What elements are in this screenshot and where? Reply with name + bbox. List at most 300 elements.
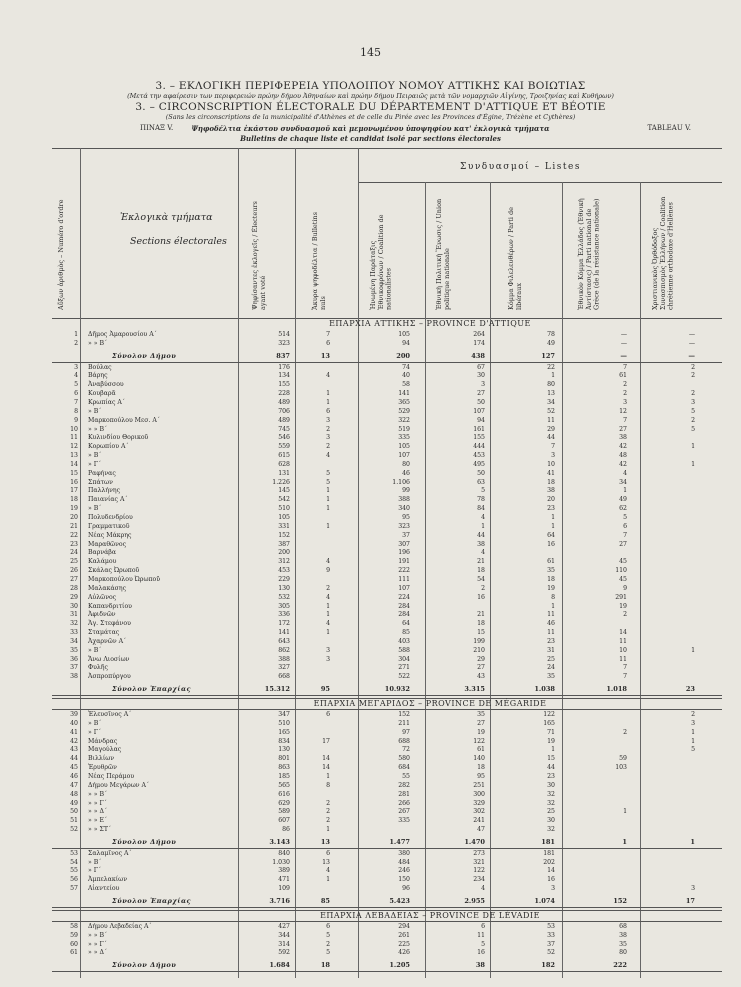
cell-v1: 55	[402, 772, 410, 780]
cell-elec: 629	[278, 799, 290, 807]
cell-name: Βαρνάβα	[88, 549, 117, 557]
cell-name: Μαρκοπούλου Μεσ. Α΄	[88, 416, 160, 424]
cell-v4: 7	[623, 416, 627, 424]
cell-no: 17	[70, 487, 78, 495]
cell-v2: 16	[477, 593, 485, 601]
cell-v4: 45	[619, 575, 627, 583]
table-label-greek: ΠΙΝΑΞ V.	[140, 124, 174, 132]
cell-v2: 161	[473, 425, 485, 433]
cell-elec: 155	[278, 381, 290, 389]
cell-name: Βάρης	[88, 372, 108, 380]
cell-v3: 29	[547, 425, 555, 433]
table-row	[0, 461, 741, 470]
table-row	[0, 496, 741, 505]
cell-null: 1	[326, 826, 330, 834]
cell-v2: 140	[473, 755, 485, 763]
cell-v1: 150	[398, 876, 410, 884]
header-electors: Ψηφίσαντες ἐκλογεῖς / Électeurs ayant voté	[251, 201, 267, 310]
cell-name: Αἰαντείου	[88, 885, 120, 893]
subtitle-greek: (Μετά την αφαίρεσιν των περιφερειών πρώην δήμου Ἀθηναίων καὶ πρώην δήμου Πειραιῶς μετὰ τῶν νομαρχιῶν Αἰγίνης, Τροιζηνίας καὶ Κυθήρων)	[127, 92, 614, 100]
title-french: 3. – CIRCONSCRIPTION ÉLECTORALE DU DÉPARTEMENT D'ATTIQUE ET BÉOTIE	[135, 101, 606, 113]
table-row	[0, 808, 741, 817]
table-row	[0, 791, 741, 800]
header-list-3: Κόμμα Φιλελευθέρων / Parti de libéraux	[507, 207, 523, 310]
table-row	[0, 764, 741, 773]
cell-v2: 11	[477, 931, 485, 939]
header-list-5: Χριστιανικὸς Ὀρθόδοξος Συνασπισμὸς Ἑλλήνων / Coalition chrétienne orthodoxe d'Hellènes	[651, 196, 675, 310]
cell-elec: 172	[278, 620, 290, 628]
cell-v3: 1.038	[534, 685, 555, 694]
cell-name: Σύνολον Ἐπαρχίας	[112, 897, 192, 905]
cell-name: Δήμου Μεγάρων Α΄	[88, 781, 150, 789]
cell-v1: 267	[398, 808, 410, 816]
cell-name: Μαγούλας	[88, 746, 122, 754]
cell-name: » » Δ΄	[88, 949, 108, 957]
cell-null: 4	[326, 558, 330, 566]
cell-v3: 24	[547, 664, 555, 672]
cell-elec: 862	[278, 646, 290, 654]
cell-v4: 35	[619, 940, 627, 948]
section-rule	[52, 709, 722, 710]
cell-name: Σκάλας Ὠρωποῦ	[88, 567, 140, 575]
cell-name: » Γ΄	[88, 867, 102, 875]
cell-name: » » Β΄	[88, 425, 108, 433]
cell-no: 9	[74, 416, 78, 424]
cell-elec: 131	[278, 469, 290, 477]
cell-name: Σύνολον Δήμου	[112, 961, 177, 970]
cell-name: Ἐλευσῖνος Α΄	[88, 711, 132, 718]
cell-v2: 35	[477, 711, 485, 718]
cell-v2: 273	[473, 849, 485, 857]
cell-v1: 246	[398, 867, 410, 875]
cell-v4: 2	[623, 728, 627, 736]
cell-v4: 80	[619, 949, 627, 957]
table-label-french: TABLEAU V.	[647, 124, 691, 132]
total-row	[0, 685, 741, 694]
cell-elec: 592	[278, 949, 290, 957]
cell-v1: 403	[398, 637, 410, 645]
cell-elec: 109	[278, 885, 290, 893]
cell-v4: 3	[623, 398, 627, 406]
cell-v1: 323	[398, 522, 410, 530]
cell-v5: 1	[691, 460, 695, 468]
cell-v4: 2	[623, 390, 627, 398]
cell-name: Δήμου Λεβαδείας Α΄	[88, 922, 152, 930]
cell-v4: 7	[623, 363, 627, 371]
cell-name: Μαραθῶνος	[88, 540, 127, 548]
cell-v4: 7	[623, 531, 627, 539]
cell-null: 13	[320, 837, 330, 846]
cell-name: Ἐρυθρῶν	[88, 764, 117, 772]
cell-no: 37	[70, 664, 78, 672]
cell-no: 50	[70, 808, 78, 816]
cell-null: 2	[326, 817, 330, 825]
cell-v1: 335	[398, 817, 410, 825]
cell-v1: 580	[398, 755, 410, 763]
cell-v1: 37	[402, 531, 410, 539]
cell-no: 46	[70, 772, 78, 780]
cell-null: 1	[326, 611, 330, 619]
table-row	[0, 876, 741, 885]
cell-v3: 44	[547, 764, 555, 772]
cell-v3: 165	[543, 719, 555, 727]
cell-elec: 347	[278, 711, 290, 718]
table-row	[0, 443, 741, 452]
cell-v3: 31	[547, 646, 555, 654]
cell-v1: 72	[402, 746, 410, 754]
cell-no: 18	[70, 496, 78, 504]
cell-v1: 519	[398, 425, 410, 433]
cell-elec: 1.030	[272, 858, 290, 866]
cell-null: 2	[326, 584, 330, 592]
cell-v2: 61	[477, 746, 485, 754]
cell-elec: 229	[278, 575, 290, 583]
cell-no: 41	[70, 728, 78, 736]
cell-no: 36	[70, 655, 78, 663]
cell-v5: 1	[691, 728, 695, 736]
table-row	[0, 567, 741, 576]
cell-no: 14	[70, 460, 78, 468]
section-rule	[52, 362, 722, 363]
cell-v3: 46	[547, 620, 555, 628]
cell-null: 6	[326, 407, 330, 415]
cell-v2: 94	[477, 416, 485, 424]
cell-v4: 34	[619, 478, 627, 486]
cell-null: 3	[326, 416, 330, 424]
cell-v1: 58	[402, 381, 410, 389]
table-row	[0, 594, 741, 603]
cell-v3: 11	[547, 629, 555, 637]
cell-v5: 2	[691, 372, 695, 380]
cell-v1: 95	[402, 514, 410, 521]
cell-v1: 281	[398, 790, 410, 798]
cell-v5: 1	[691, 737, 695, 745]
cell-no: 5	[74, 381, 78, 389]
cell-name: » » Β΄	[88, 931, 108, 939]
cell-v1: 224	[398, 593, 410, 601]
cell-name: » Β΄	[88, 452, 102, 460]
cell-v4: 42	[619, 460, 627, 468]
cell-elec: 453	[278, 567, 290, 575]
cell-v2: 29	[477, 655, 485, 663]
table-row	[0, 549, 741, 558]
cell-name: » » ΣΤ΄	[88, 826, 112, 834]
cell-elec: 176	[278, 363, 290, 371]
cell-v1: 94	[402, 339, 410, 347]
cell-v1: 380	[398, 849, 410, 857]
cell-v2: 67	[477, 363, 485, 371]
cell-v5: 3	[691, 719, 695, 727]
cell-null: 13	[320, 351, 330, 360]
cell-elec: 344	[278, 931, 290, 939]
table-row	[0, 867, 741, 876]
header-list-2: Ἐθνικὴ Πολιτικὴ Ἕνωσις / Union politique nationale	[435, 198, 451, 310]
cell-no: 15	[70, 469, 78, 477]
cell-elec: 643	[278, 637, 290, 645]
cell-name: Βούλας	[88, 363, 112, 371]
cell-v1: 484	[398, 858, 410, 866]
page-number: 145	[360, 46, 381, 59]
cell-v2: 78	[477, 496, 485, 504]
cell-elec: 863	[278, 764, 290, 772]
cell-v1: 96	[402, 885, 410, 893]
cell-v3: 16	[547, 540, 555, 548]
total-row	[0, 961, 741, 970]
cell-no: 4	[74, 372, 78, 380]
cell-elec: 559	[278, 443, 290, 451]
cell-elec: 323	[278, 339, 290, 347]
cell-v4: 103	[615, 764, 627, 772]
table-row	[0, 532, 741, 541]
header-sections-greek: Ἐκλογικὰ τμήματα	[120, 212, 213, 223]
cell-name: Παιανίας Α΄	[88, 496, 128, 504]
cell-v4: 110	[615, 567, 627, 575]
cell-v2: 15	[477, 629, 485, 637]
cell-v2: 18	[477, 567, 485, 575]
cell-null: 17	[322, 737, 330, 745]
cell-null: 1	[326, 390, 330, 398]
table-row	[0, 755, 741, 764]
cell-elec: 668	[278, 673, 290, 681]
cell-v1: 322	[398, 416, 410, 424]
table-row	[0, 711, 741, 720]
cell-elec: 305	[278, 602, 290, 610]
cell-v1: 97	[402, 728, 410, 736]
cell-no: 56	[70, 876, 78, 884]
cell-v3: 1.074	[534, 897, 555, 905]
table-row	[0, 452, 741, 461]
cell-v4: —	[620, 351, 627, 360]
cell-v3: 127	[541, 351, 555, 360]
cell-v4: 7	[623, 673, 627, 681]
table-row	[0, 746, 741, 755]
table-row	[0, 850, 741, 859]
cell-v3: 80	[547, 381, 555, 389]
cell-v5: 2	[691, 390, 695, 398]
cell-name: Ἀχαρνῶν Α΄	[88, 637, 127, 645]
table-row	[0, 523, 741, 532]
cell-v3: 7	[551, 443, 555, 451]
cell-null: 5	[326, 931, 330, 939]
cell-no: 51	[70, 817, 78, 825]
cell-null: 6	[326, 922, 330, 930]
cell-v2: 199	[473, 637, 485, 645]
cell-no: 32	[70, 620, 78, 628]
cell-v4: 27	[619, 425, 627, 433]
cell-null: 3	[326, 646, 330, 654]
section-rule	[52, 695, 722, 696]
cell-no: 22	[70, 531, 78, 539]
table-row	[0, 470, 741, 479]
cell-v3: 1	[551, 746, 555, 754]
cell-no: 49	[70, 799, 78, 807]
cell-null: 5	[326, 949, 330, 957]
cell-null: 4	[326, 372, 330, 380]
table-row	[0, 372, 741, 381]
cell-elec: 834	[278, 737, 290, 745]
cell-v5: 1	[691, 646, 695, 654]
cell-v4: 49	[619, 496, 627, 504]
cell-v3: 19	[547, 737, 555, 745]
cell-v4: 68	[619, 922, 627, 930]
cell-v2: 4	[481, 514, 485, 521]
section-rule	[52, 907, 722, 908]
cell-v3: 30	[547, 817, 555, 825]
cell-null: 1	[326, 772, 330, 780]
cell-elec: 388	[278, 655, 290, 663]
cell-v1: 99	[402, 487, 410, 495]
cell-v3: 13	[547, 390, 555, 398]
table-row	[0, 390, 741, 399]
cell-v1: 74	[402, 363, 410, 371]
total-row	[0, 838, 741, 847]
cell-v4: 152	[613, 897, 627, 905]
cell-no: 34	[70, 637, 78, 645]
cell-name: Σύνολον Δήμου	[112, 351, 177, 360]
table-row	[0, 738, 741, 747]
table-row	[0, 826, 741, 835]
table-row	[0, 817, 741, 826]
cell-null: 3	[326, 434, 330, 442]
cell-name: Κουβαρᾶ	[88, 390, 116, 398]
cell-v2: 18	[477, 620, 485, 628]
cell-v3: 1	[551, 602, 555, 610]
cell-v4: 59	[619, 755, 627, 763]
cell-v1: 365	[398, 398, 410, 406]
cell-null: 8	[326, 781, 330, 789]
table-subtitle-greek: Ψηφοδέλτια ἐκάστου συνδυασμοῦ καὶ μεμονωμένου ὑποψηφίου κατ' ἐκλογικὰ τμήματα	[191, 124, 550, 133]
cell-no: 23	[70, 540, 78, 548]
cell-null: 5	[326, 469, 330, 477]
cell-v5: 23	[685, 685, 695, 694]
cell-v1: 388	[398, 496, 410, 504]
cell-elec: 837	[276, 351, 290, 360]
cell-elec: 314	[278, 940, 290, 948]
cell-name: Ἁγ. Στεφάνου	[88, 620, 131, 628]
cell-name: Ραφήνας	[88, 469, 116, 477]
cell-v4: 62	[619, 505, 627, 513]
cell-name: Βιλλίων	[88, 755, 115, 763]
table-row	[0, 720, 741, 729]
cell-null: 2	[326, 808, 330, 816]
cell-v4: 291	[615, 593, 627, 601]
cell-v1: 522	[398, 673, 410, 681]
cell-elec: 1.226	[272, 478, 290, 486]
cell-no: 26	[70, 567, 78, 575]
cell-v3: 1	[551, 372, 555, 380]
cell-name: Ἀσπροπύργου	[88, 673, 131, 681]
cell-v4: 11	[619, 637, 627, 645]
cell-v4: 5	[623, 514, 627, 521]
cell-name: Πολυδενδρίου	[88, 514, 133, 521]
cell-v5: 2	[691, 363, 695, 371]
cell-no: 54	[70, 858, 78, 866]
cell-v2: 438	[471, 351, 485, 360]
cell-v4: 9	[623, 584, 627, 592]
cell-no: 52	[70, 826, 78, 834]
table-row	[0, 364, 741, 373]
table-row	[0, 859, 741, 868]
cell-null: 1	[326, 602, 330, 610]
cell-v1: 282	[398, 781, 410, 789]
cell-v1: 211	[398, 719, 410, 727]
cell-v1: 225	[398, 940, 410, 948]
cell-v2: 50	[477, 398, 485, 406]
cell-no: 24	[70, 549, 78, 557]
cell-v4: 7	[623, 664, 627, 672]
cell-elec: 542	[278, 496, 290, 504]
cell-v5: 2	[691, 416, 695, 424]
table-row	[0, 729, 741, 738]
cell-v3: 20	[547, 496, 555, 504]
cell-elec: 801	[278, 755, 290, 763]
header-number: Αὔξων ἀριθμὸς – Numéro d'ordre	[57, 199, 65, 310]
table-row	[0, 620, 741, 629]
section-rule	[52, 971, 722, 972]
cell-elec: 589	[278, 808, 290, 816]
cell-elec: 141	[278, 629, 290, 637]
cell-v2: 241	[473, 817, 485, 825]
cell-name: Κρωπίας Α΄	[88, 398, 125, 406]
cell-no: 20	[70, 514, 78, 521]
cell-v1: 191	[398, 558, 410, 566]
cell-v2: 122	[473, 867, 485, 875]
cell-name: Καπανδριτίου	[88, 602, 132, 610]
section-title: ΕΠΑΡΧΙΑ ΜΕΓΑΡΙΔΟΣ – PROVINCE DE MÉGARIDE	[313, 699, 547, 708]
cell-v2: 251	[473, 781, 485, 789]
cell-name: Γραμματικοῦ	[88, 522, 130, 530]
cell-elec: 312	[278, 558, 290, 566]
cell-v1: 141	[398, 390, 410, 398]
cell-name: » » Γ΄	[88, 940, 107, 948]
cell-v2: 47	[477, 826, 485, 834]
cell-no: 10	[70, 425, 78, 433]
cell-v5: 3	[691, 398, 695, 406]
cell-v3: 25	[547, 655, 555, 663]
cell-v2: 264	[473, 331, 485, 338]
cell-null: 1	[326, 398, 330, 406]
cell-name: » » Γ΄	[88, 799, 107, 807]
cell-v2: 16	[477, 949, 485, 957]
cell-v3: 52	[547, 407, 555, 415]
table-row	[0, 558, 741, 567]
cell-v3: 3	[551, 885, 555, 893]
cell-elec: 327	[278, 664, 290, 672]
table-row	[0, 331, 741, 340]
cell-v2: 4	[481, 885, 485, 893]
table-row	[0, 381, 741, 390]
cell-no: 40	[70, 719, 78, 727]
cell-v4: 2	[623, 611, 627, 619]
table-subtitle-french: Bulletins de chaque liste et candidat isolé par sections électorales	[240, 134, 501, 143]
cell-v3: 182	[541, 961, 555, 970]
cell-v4: 1	[623, 808, 627, 816]
table-row	[0, 638, 741, 647]
cell-name: Σπάτων	[88, 478, 113, 486]
cell-v2: 30	[477, 372, 485, 380]
cell-v1: 529	[398, 407, 410, 415]
cell-elec: 389	[278, 867, 290, 875]
cell-null: 6	[326, 849, 330, 857]
cell-v1: 335	[398, 434, 410, 442]
cell-no: 12	[70, 443, 78, 451]
cell-elec: 489	[278, 398, 290, 406]
cell-v2: 38	[477, 540, 485, 548]
cell-no: 43	[70, 746, 78, 754]
cell-null: 18	[320, 961, 330, 970]
cell-v4: 38	[619, 434, 627, 442]
cell-null: 85	[320, 897, 330, 905]
